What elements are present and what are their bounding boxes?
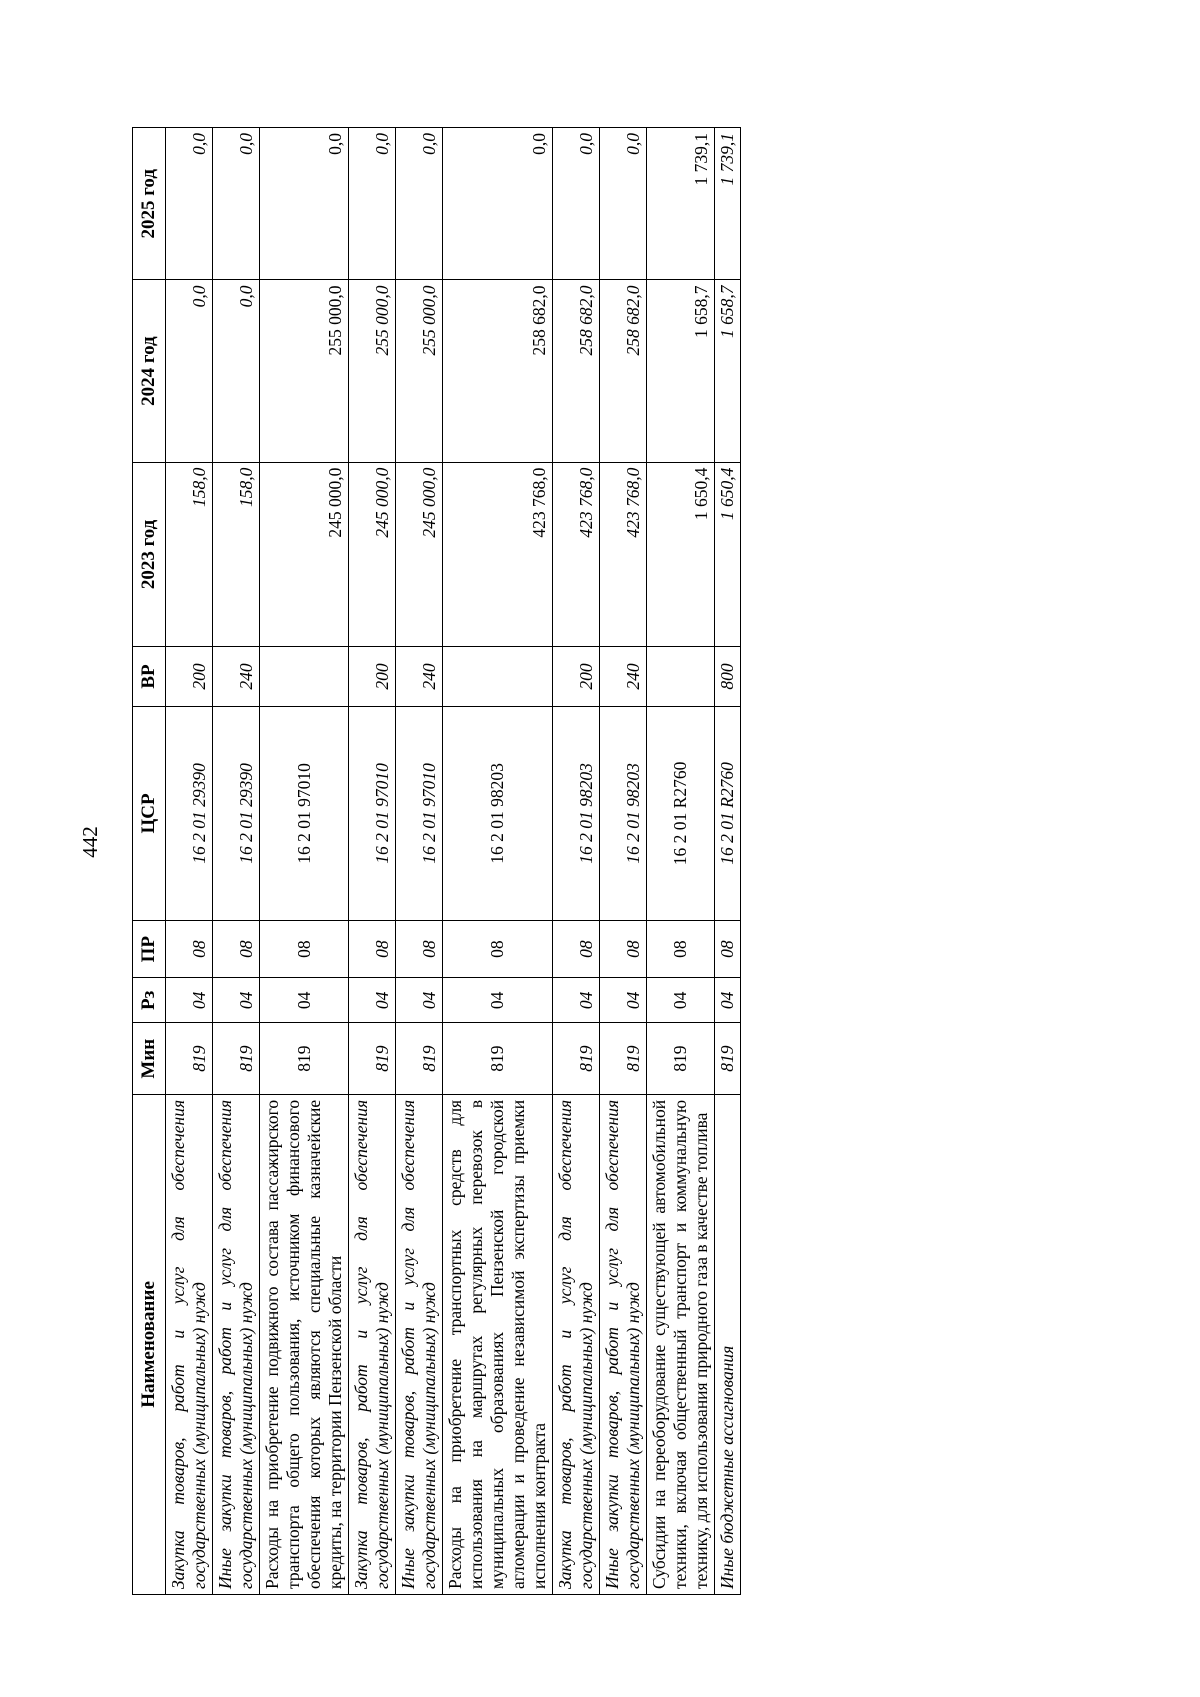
budget-table: [132, 127, 741, 1595]
header-name: Наименование: [133, 1094, 166, 1594]
cell-rz: 04: [396, 978, 443, 1023]
cell-vr: 800: [715, 647, 741, 707]
cell-pr: 08: [647, 921, 715, 978]
cell-2024: 255 000,0: [396, 280, 443, 462]
cell-vr: 240: [600, 647, 647, 707]
table-row: [647, 128, 715, 1595]
cell-rz: 04: [213, 978, 260, 1023]
cell-rz: 04: [260, 978, 349, 1023]
cell-min: 819: [553, 1023, 600, 1094]
cell-2024: 1 658,7: [715, 280, 741, 462]
cell-csr: 16 2 01 98203: [553, 706, 600, 920]
cell-csr: 16 2 01 98203: [600, 706, 647, 920]
table-row: [553, 128, 600, 1595]
cell-name: Субсидии на переоборудование существующей автомобильной техники, включая общественный транспорт и коммунальную технику, для использования природного газа в качестве топлива: [647, 1094, 715, 1594]
table-row: [715, 128, 741, 1595]
cell-2023: 423 768,0: [553, 462, 600, 647]
cell-name: Расходы на приобретение транспортных средств для использования на маршрутах регулярных перевозок в муниципальных образованиях Пензенской городской агломерации и проведение независимой экспертизы приемки исполнения контракта: [443, 1094, 553, 1594]
cell-rz: 04: [715, 978, 741, 1023]
cell-2025: 0,0: [553, 128, 600, 280]
cell-2025: 0,0: [260, 128, 349, 280]
header-2024: 2024 год: [133, 280, 166, 462]
cell-2024: 255 000,0: [349, 280, 396, 462]
cell-csr: 16 2 01 97010: [349, 706, 396, 920]
cell-2023: 245 000,0: [349, 462, 396, 647]
cell-vr: 240: [213, 647, 260, 707]
cell-2025: 1 739,1: [647, 128, 715, 280]
table-row: [600, 128, 647, 1595]
cell-2025: 0,0: [443, 128, 553, 280]
cell-pr: 08: [443, 921, 553, 978]
cell-name: Расходы на приобретение подвижного состава пассажирского транспорта общего пользования, источником финансового обеспечения которых являются специальные казначейские кредиты, на территории Пензенской области: [260, 1094, 349, 1594]
cell-name: Иные закупки товаров, работ и услуг для обеспечения государственных (муниципальных) нужд: [396, 1094, 443, 1594]
cell-name: Закупка товаров, работ и услуг для обеспечения государственных (муниципальных) нужд: [349, 1094, 396, 1594]
cell-min: 819: [396, 1023, 443, 1094]
rotated-table-container: [132, 125, 1022, 1595]
table-row: [213, 128, 260, 1595]
cell-csr: 16 2 01 97010: [396, 706, 443, 920]
cell-vr: 200: [553, 647, 600, 707]
cell-2023: 1 650,4: [715, 462, 741, 647]
cell-2025: 0,0: [349, 128, 396, 280]
cell-2023: 158,0: [166, 462, 213, 647]
cell-csr: 16 2 01 R2760: [715, 706, 741, 920]
cell-rz: 04: [443, 978, 553, 1023]
cell-vr: 200: [349, 647, 396, 707]
table-header-row: [133, 128, 166, 1595]
table-row: [396, 128, 443, 1595]
cell-2023: 245 000,0: [260, 462, 349, 647]
header-pr: ПР: [133, 921, 166, 978]
cell-vr: [260, 647, 349, 707]
cell-2023: 1 650,4: [647, 462, 715, 647]
cell-csr: 16 2 01 29390: [213, 706, 260, 920]
cell-2024: 0,0: [213, 280, 260, 462]
cell-min: 819: [260, 1023, 349, 1094]
table-row: [260, 128, 349, 1595]
header-min: Мин: [133, 1023, 166, 1094]
cell-min: 819: [600, 1023, 647, 1094]
cell-2025: 0,0: [600, 128, 647, 280]
table-row: [349, 128, 396, 1595]
cell-vr: [647, 647, 715, 707]
cell-rz: 04: [349, 978, 396, 1023]
header-vr: ВР: [133, 647, 166, 707]
page-number: 442: [78, 826, 102, 858]
cell-min: 819: [166, 1023, 213, 1094]
cell-2024: 255 000,0: [260, 280, 349, 462]
cell-csr: 16 2 01 97010: [260, 706, 349, 920]
cell-2024: 258 682,0: [553, 280, 600, 462]
cell-rz: 04: [647, 978, 715, 1023]
cell-pr: 08: [260, 921, 349, 978]
cell-vr: 200: [166, 647, 213, 707]
cell-2024: 0,0: [166, 280, 213, 462]
cell-2023: 158,0: [213, 462, 260, 647]
cell-csr: 16 2 01 98203: [443, 706, 553, 920]
header-2025: 2025 год: [133, 128, 166, 280]
cell-vr: 240: [396, 647, 443, 707]
cell-2024: 1 658,7: [647, 280, 715, 462]
cell-csr: 16 2 01 29390: [166, 706, 213, 920]
cell-2025: 1 739,1: [715, 128, 741, 280]
cell-2025: 0,0: [166, 128, 213, 280]
cell-rz: 04: [553, 978, 600, 1023]
cell-rz: 04: [166, 978, 213, 1023]
cell-min: 819: [647, 1023, 715, 1094]
header-2023: 2023 год: [133, 462, 166, 647]
cell-min: 819: [443, 1023, 553, 1094]
cell-pr: 08: [349, 921, 396, 978]
cell-name: Закупка товаров, работ и услуг для обеспечения государственных (муниципальных) нужд: [166, 1094, 213, 1594]
table-row: [443, 128, 553, 1595]
cell-min: 819: [715, 1023, 741, 1094]
cell-name: Иные закупки товаров, работ и услуг для обеспечения государственных (муниципальных) нужд: [213, 1094, 260, 1594]
cell-2023: 245 000,0: [396, 462, 443, 647]
cell-pr: 08: [213, 921, 260, 978]
table-body: [166, 128, 741, 1595]
cell-2024: 258 682,0: [600, 280, 647, 462]
header-csr: ЦСР: [133, 706, 166, 920]
cell-name: Иные бюджетные ассигнования: [715, 1094, 741, 1594]
cell-name: Иные закупки товаров, работ и услуг для обеспечения государственных (муниципальных) нужд: [600, 1094, 647, 1594]
cell-pr: 08: [553, 921, 600, 978]
cell-pr: 08: [166, 921, 213, 978]
cell-min: 819: [213, 1023, 260, 1094]
cell-2023: 423 768,0: [600, 462, 647, 647]
table-row: [166, 128, 213, 1595]
cell-min: 819: [349, 1023, 396, 1094]
cell-pr: 08: [715, 921, 741, 978]
cell-2023: 423 768,0: [443, 462, 553, 647]
cell-2024: 258 682,0: [443, 280, 553, 462]
header-rz: Рз: [133, 978, 166, 1023]
cell-csr: 16 2 01 R2760: [647, 706, 715, 920]
cell-vr: [443, 647, 553, 707]
cell-2025: 0,0: [396, 128, 443, 280]
cell-pr: 08: [396, 921, 443, 978]
cell-2025: 0,0: [213, 128, 260, 280]
cell-pr: 08: [600, 921, 647, 978]
cell-name: Закупка товаров, работ и услуг для обеспечения государственных (муниципальных) нужд: [553, 1094, 600, 1594]
cell-rz: 04: [600, 978, 647, 1023]
